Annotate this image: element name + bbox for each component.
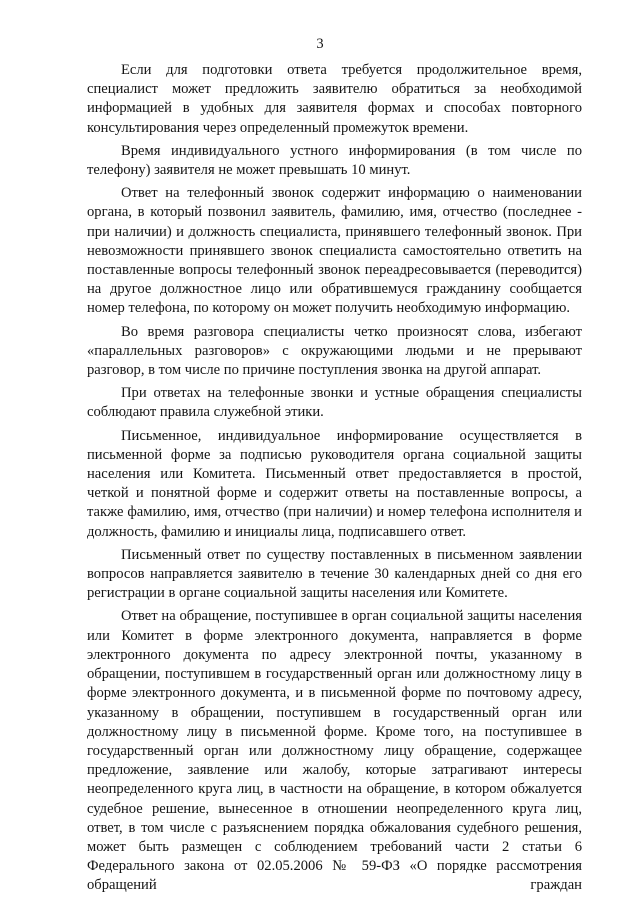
page-number: 3 — [316, 36, 324, 52]
paragraph-written-answer-deadline: Письменный ответ по существу поставленных в письменном заявлении вопросов направляется заявителю в течение 30 календарных дней со дня его регистрации в органе социальной защиты населения или Комитете. — [87, 546, 582, 602]
paragraph-written-informing: Письменное, индивидуальное информирование осуществляется в письменной форме за подписью руководителя органа социальной защиты населения или Комитета. Письменный ответ предоставляется в простой, четкой и понятной форме и содержит ответы на поставленные вопросы, а также фамилию, имя, отчество (при наличии) и номер телефона исполнителя и должность, фамилию и инициалы лица, подписавшего ответ. — [87, 427, 582, 540]
document-body — [87, 61, 582, 896]
paragraph-conversation-rules: Во время разговора специалисты четко произносят слова, избегают «параллельных разговоров» с окружающими людьми и не прерывают разговор, в том числе по причине поступления звонка на другой аппарат. — [87, 323, 582, 379]
paragraph-electronic-answer: Ответ на обращение, поступившее в орган социальной защиты населения или Комитет в форме электронного документа, направляется в форме электронного документа по адресу электронной почты, указанному в обращении, поступившем в государственный орган или должностному лицу в форме электронного документа, и в письменной форме по почтовому адресу, указанному в обращении, поступившем в государственный орган или должностному лицу в письменной форме. Кроме того, на поступившее в государственный орган или должностному лицу обращение, содержащее предложение, заявление или жалобу, которые затрагивают интересы неопределенного круга лиц, в частности на обращение, в котором обжалуется судебное решение, вынесенное в отношении неопределенного круга лиц, ответ, в том числе с разъяснением порядка обжалования судебного решения, может быть размещен с соблюдением требований части 2 статьи 6 Федерального закона от 02.05.2006 № 59-ФЗ «О порядке рассмотрения обращений граждан — [87, 608, 582, 894]
paragraph-consultation-time: Если для подготовки ответа требуется продолжительное время, специалист может предложить заявителю обратиться за необходимой информацией в удобных для заявителя формах и способах повторного консультирования через определенный промежуток времени. — [87, 62, 582, 136]
paragraph-oral-info-duration: Время индивидуального устного информирования (в том числе по телефону) заявителя не может превышать 10 минут. — [87, 142, 582, 179]
paragraph-service-ethics: При ответах на телефонные звонки и устные обращения специалисты соблюдают правила служебной этики. — [87, 385, 582, 421]
paragraph-phone-answer-content: Ответ на телефонный звонок содержит информацию о наименовании органа, в который позвонил заявитель, фамилию, имя, отчество (последнее - при наличии) и должность специалиста, принявшего телефонный звонок. При невозможности принявшего звонок специалиста самостоятельно ответить на поставленные вопросы телефонный звонок переадресовывается (переводится) на другое должностное лицо или обратившемуся гражданину сообщается номер телефона, по которому он может получить необходимую информацию. — [87, 185, 582, 317]
